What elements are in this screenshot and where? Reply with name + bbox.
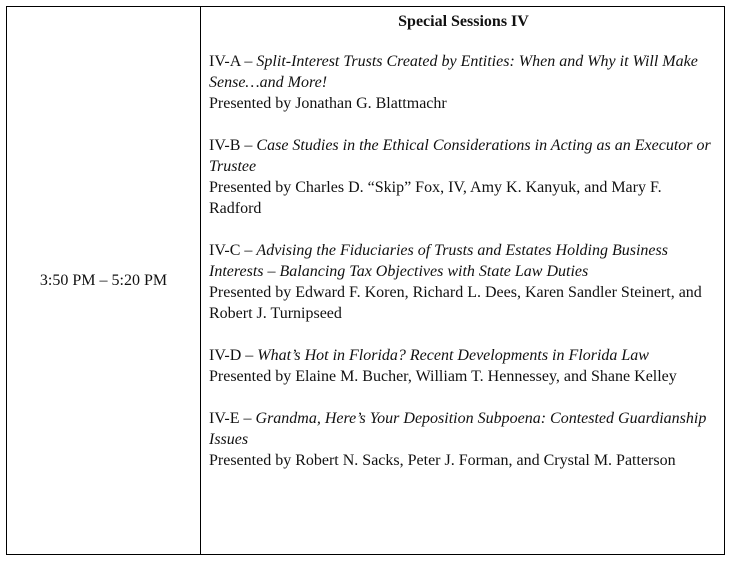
session-title: Advising the Fiduciaries of Trusts and Estates Holding Business Interests – Balancing Tax Objectives with State Law Duties (209, 242, 668, 280)
session-presenters: Presented by Charles D. “Skip” Fox, IV, Amy K. Kanyuk, and Mary F. Radford (209, 179, 662, 217)
schedule-table (6, 6, 725, 555)
session-iv-d (209, 345, 718, 387)
session-code: IV-D (209, 347, 242, 364)
session-separator: – (241, 347, 258, 364)
session-iv-e (209, 408, 718, 471)
session-separator: – (240, 53, 257, 70)
time-slot-cell (7, 7, 201, 555)
session-code: IV-B (209, 137, 241, 154)
session-iv-c (209, 240, 718, 324)
session-code: IV-E (209, 410, 240, 427)
session-presenters: Presented by Jonathan G. Blattmachr (209, 95, 447, 112)
session-code: IV-A (209, 53, 241, 70)
session-separator: – (239, 410, 256, 427)
session-separator: – (240, 137, 257, 154)
sessions-heading: Special Sessions IV (398, 13, 529, 30)
session-title: Split-Interest Trusts Created by Entities: When and Why it Will Make Sense…and More! (209, 53, 698, 91)
session-separator: – (240, 242, 257, 259)
session-title: Grandma, Here’s Your Deposition Subpoena: Contested Guardianship Issues (209, 410, 707, 448)
session-title: Case Studies in the Ethical Considerations in Acting as an Executor or Trustee (209, 137, 711, 175)
session-code: IV-C (209, 242, 241, 259)
session-presenters: Presented by Robert N. Sacks, Peter J. Forman, and Crystal M. Patterson (209, 452, 676, 469)
session-iv-b (209, 135, 718, 219)
sessions-cell (201, 7, 725, 555)
session-presenters: Presented by Edward F. Koren, Richard L. Dees, Karen Sandler Steinert, and Robert J. Turnipseed (209, 284, 702, 322)
session-title: What’s Hot in Florida? Recent Developments in Florida Law (257, 347, 649, 364)
session-presenters: Presented by Elaine M. Bucher, William T. Hennessey, and Shane Kelley (209, 368, 677, 385)
time-slot: 3:50 PM – 5:20 PM (39, 272, 168, 289)
session-iv-a (209, 51, 718, 114)
schedule-row (7, 7, 725, 555)
